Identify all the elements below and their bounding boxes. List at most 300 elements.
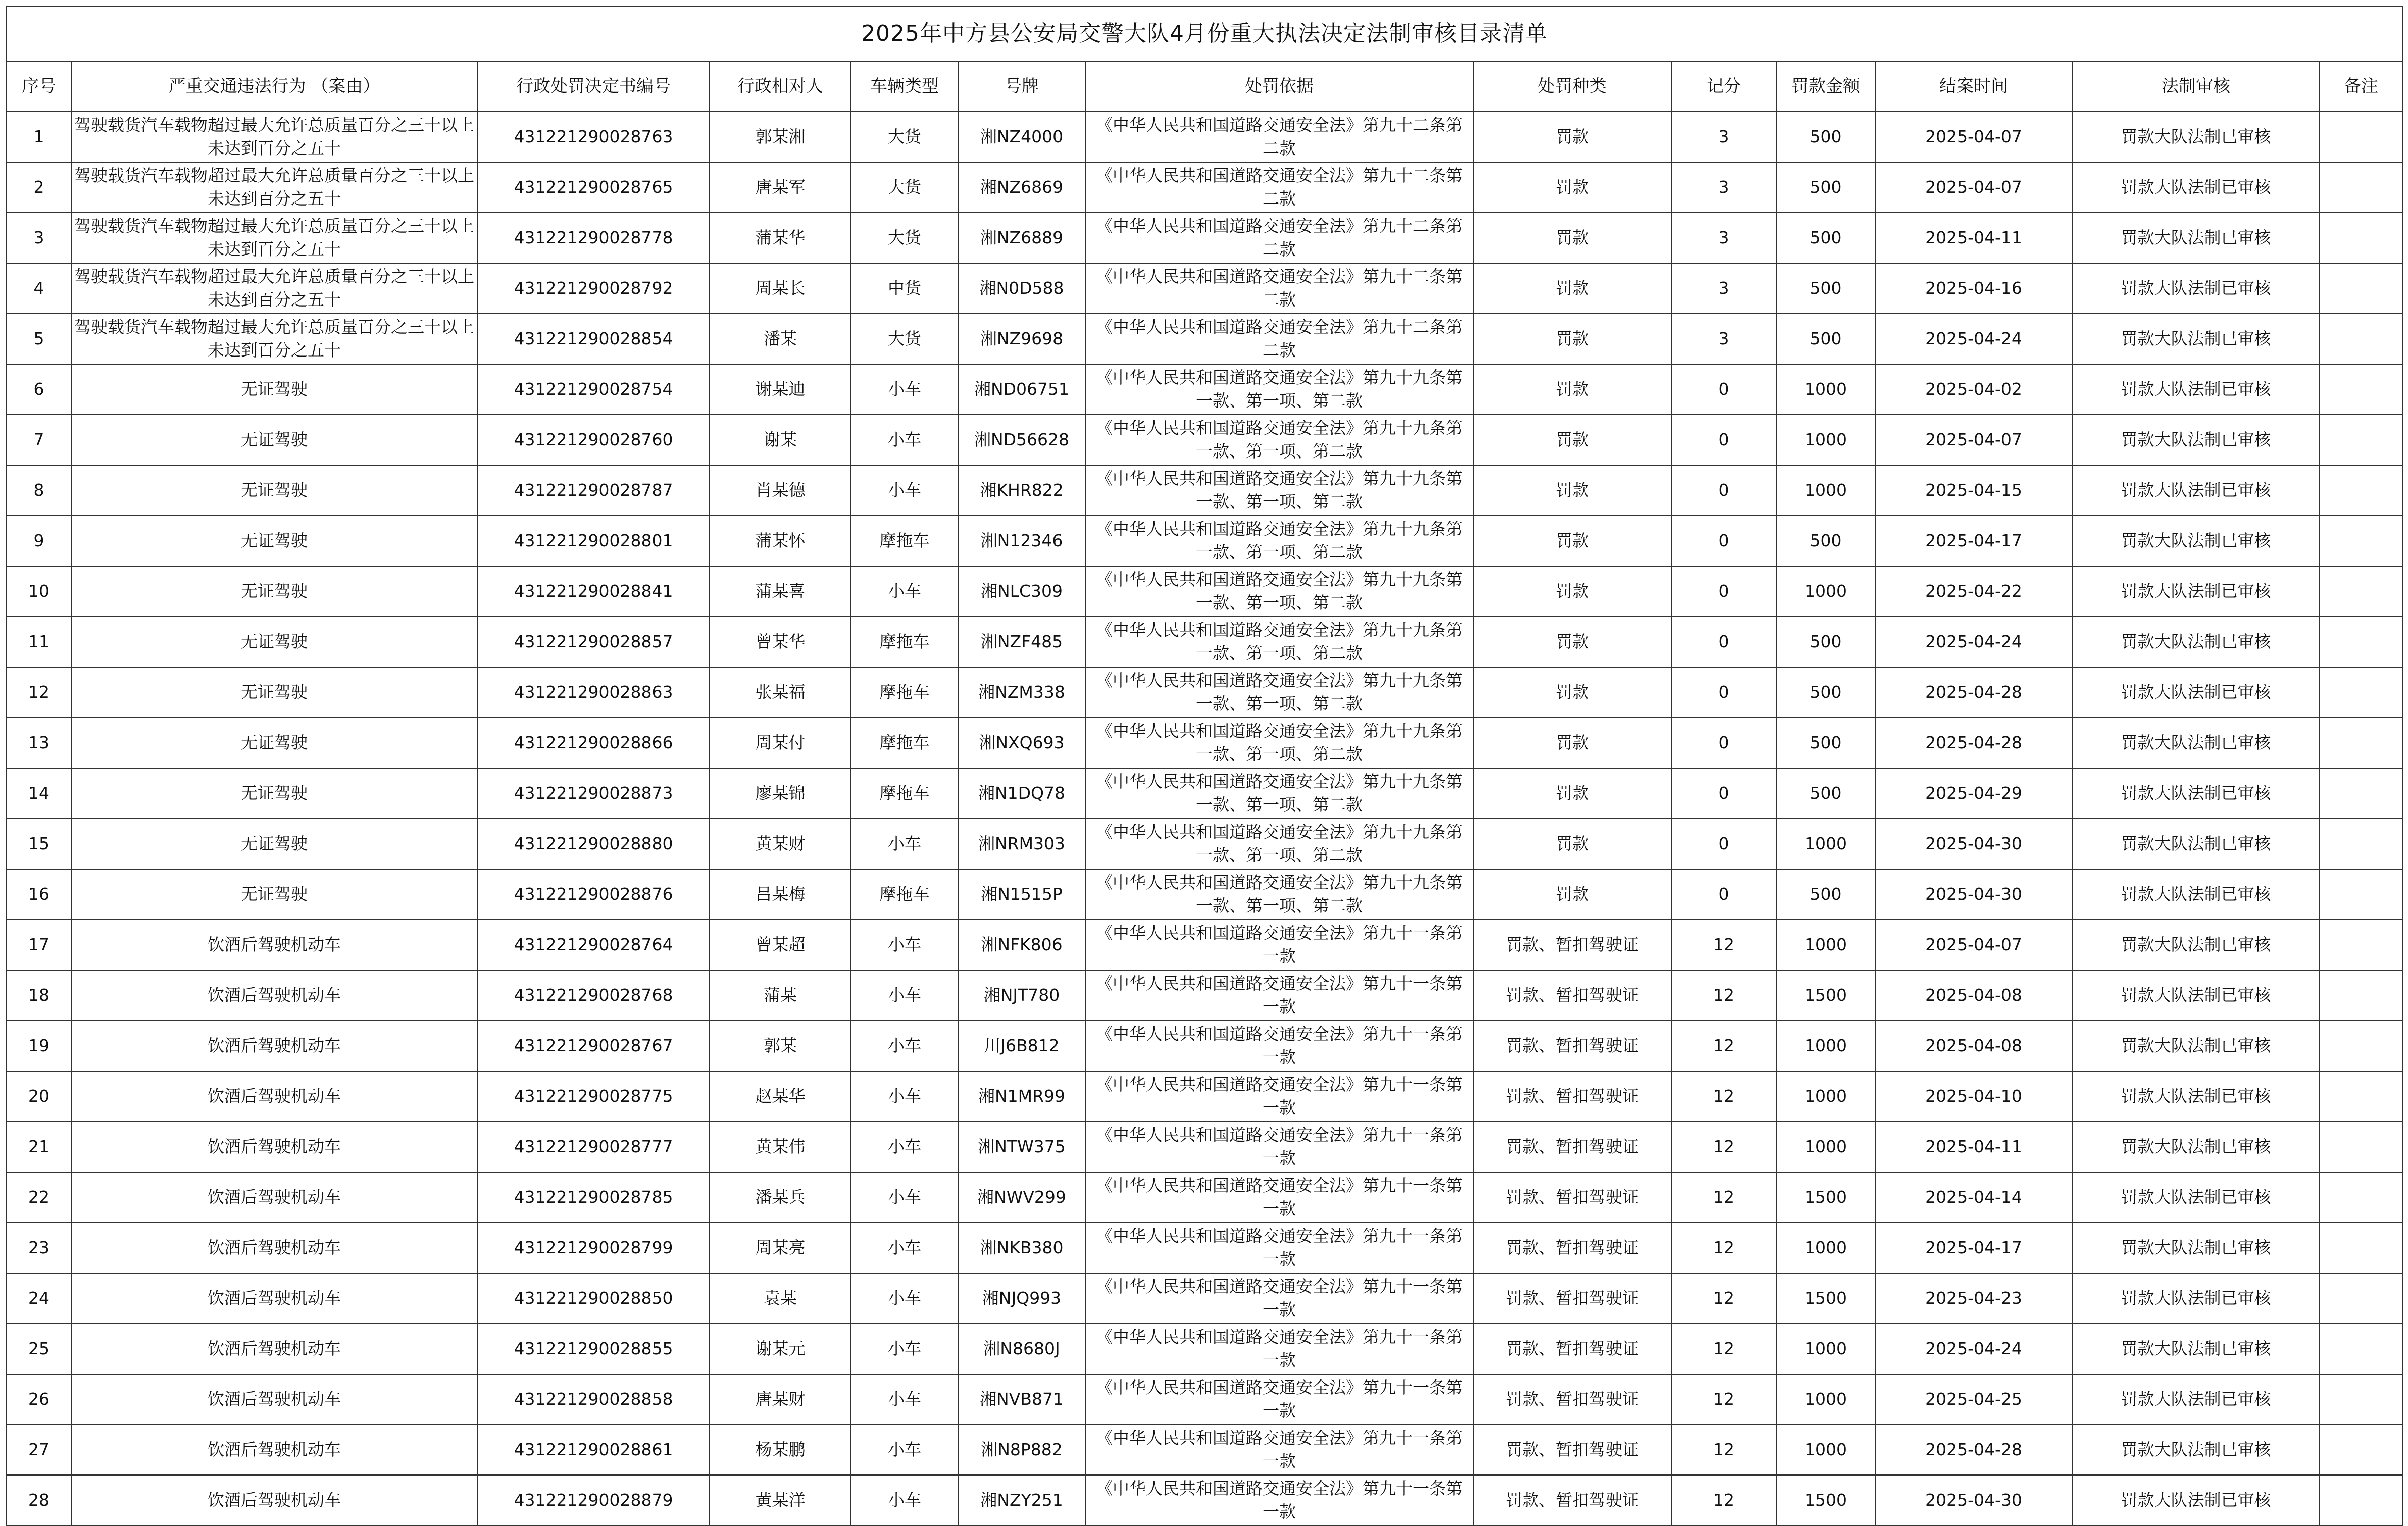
close-date-cell: 2025-04-07 — [1875, 112, 2072, 162]
vehicle-type-cell: 中货 — [851, 263, 958, 314]
seq-cell: 3 — [7, 213, 71, 263]
party-cell: 谢某元 — [710, 1324, 851, 1374]
points-cell: 12 — [1671, 1122, 1776, 1172]
basis-cell: 《中华人民共和国道路交通安全法》第九十一条第一款 — [1085, 1324, 1473, 1374]
plate-cell: 湘NTW375 — [958, 1122, 1085, 1172]
table-row — [7, 1475, 2402, 1525]
seq-cell: 7 — [7, 415, 71, 465]
vehicle-type-cell: 小车 — [851, 1475, 958, 1525]
review-cell: 罚款大队法制已审核 — [2072, 1071, 2320, 1122]
close-date-cell: 2025-04-22 — [1875, 566, 2072, 617]
basis-cell: 《中华人民共和国道路交通安全法》第九十一条第一款 — [1085, 1021, 1473, 1071]
penalty-type-cell: 罚款 — [1473, 465, 1671, 516]
points-cell: 3 — [1671, 213, 1776, 263]
seq-cell: 19 — [7, 1021, 71, 1071]
decision-no-cell: 431221290028787 — [477, 465, 710, 516]
vehicle-type-cell: 小车 — [851, 1324, 958, 1374]
seq-cell: 4 — [7, 263, 71, 314]
violation-cell: 驾驶载货汽车载物超过最大允许总质量百分之三十以上未达到百分之五十 — [71, 112, 477, 162]
fine-cell: 1500 — [1776, 1273, 1875, 1324]
fine-cell: 1000 — [1776, 1425, 1875, 1475]
points-cell: 12 — [1671, 970, 1776, 1021]
party-cell: 唐某军 — [710, 162, 851, 213]
basis-cell: 《中华人民共和国道路交通安全法》第九十一条第一款 — [1085, 1374, 1473, 1425]
review-cell: 罚款大队法制已审核 — [2072, 1223, 2320, 1273]
seq-cell: 22 — [7, 1172, 71, 1223]
close-date-cell: 2025-04-28 — [1875, 667, 2072, 718]
plate-cell: 湘NLC309 — [958, 566, 1085, 617]
seq-cell: 12 — [7, 667, 71, 718]
plate-cell: 湘NZM338 — [958, 667, 1085, 718]
header-penalty-type: 处罚种类 — [1473, 61, 1671, 112]
remark-cell — [2320, 718, 2402, 768]
party-cell: 周某亮 — [710, 1223, 851, 1273]
violation-cell: 饮酒后驾驶机动车 — [71, 1071, 477, 1122]
party-cell: 廖某锦 — [710, 768, 851, 819]
party-cell: 周某付 — [710, 718, 851, 768]
review-cell: 罚款大队法制已审核 — [2072, 112, 2320, 162]
fine-cell: 500 — [1776, 869, 1875, 920]
decision-no-cell: 431221290028850 — [477, 1273, 710, 1324]
fine-cell: 1000 — [1776, 1122, 1875, 1172]
close-date-cell: 2025-04-30 — [1875, 819, 2072, 869]
fine-cell: 1000 — [1776, 1071, 1875, 1122]
table-row — [7, 364, 2402, 415]
seq-cell: 14 — [7, 768, 71, 819]
review-cell: 罚款大队法制已审核 — [2072, 1425, 2320, 1475]
decision-no-cell: 431221290028775 — [477, 1071, 710, 1122]
remark-cell — [2320, 213, 2402, 263]
table-row — [7, 1223, 2402, 1273]
vehicle-type-cell: 小车 — [851, 920, 958, 970]
violation-cell: 饮酒后驾驶机动车 — [71, 920, 477, 970]
close-date-cell: 2025-04-08 — [1875, 1021, 2072, 1071]
penalty-type-cell: 罚款、暂扣驾驶证 — [1473, 1374, 1671, 1425]
points-cell: 12 — [1671, 1374, 1776, 1425]
violation-cell: 驾驶载货汽车载物超过最大允许总质量百分之三十以上未达到百分之五十 — [71, 162, 477, 213]
points-cell: 0 — [1671, 768, 1776, 819]
penalty-type-cell: 罚款、暂扣驾驶证 — [1473, 1223, 1671, 1273]
points-cell: 0 — [1671, 667, 1776, 718]
seq-cell: 2 — [7, 162, 71, 213]
violation-cell: 无证驾驶 — [71, 566, 477, 617]
plate-cell: 湘N1DQ78 — [958, 768, 1085, 819]
violation-cell: 无证驾驶 — [71, 415, 477, 465]
fine-cell: 1500 — [1776, 1475, 1875, 1525]
remark-cell — [2320, 1374, 2402, 1425]
review-cell: 罚款大队法制已审核 — [2072, 1122, 2320, 1172]
remark-cell — [2320, 263, 2402, 314]
plate-cell: 湘NXQ693 — [958, 718, 1085, 768]
basis-cell: 《中华人民共和国道路交通安全法》第九十九条第一款、第一项、第二款 — [1085, 566, 1473, 617]
vehicle-type-cell: 大货 — [851, 112, 958, 162]
review-cell: 罚款大队法制已审核 — [2072, 1172, 2320, 1223]
basis-cell: 《中华人民共和国道路交通安全法》第九十九条第一款、第一项、第二款 — [1085, 718, 1473, 768]
points-cell: 12 — [1671, 1475, 1776, 1525]
penalty-type-cell: 罚款 — [1473, 263, 1671, 314]
decision-no-cell: 431221290028799 — [477, 1223, 710, 1273]
review-cell: 罚款大队法制已审核 — [2072, 768, 2320, 819]
violation-cell: 驾驶载货汽车载物超过最大允许总质量百分之三十以上未达到百分之五十 — [71, 314, 477, 364]
fine-cell: 1000 — [1776, 920, 1875, 970]
violation-cell: 饮酒后驾驶机动车 — [71, 1223, 477, 1273]
table-row — [7, 667, 2402, 718]
penalty-type-cell: 罚款 — [1473, 516, 1671, 566]
basis-cell: 《中华人民共和国道路交通安全法》第九十九条第一款、第一项、第二款 — [1085, 819, 1473, 869]
table-row — [7, 920, 2402, 970]
decision-no-cell: 431221290028763 — [477, 112, 710, 162]
remark-cell — [2320, 364, 2402, 415]
close-date-cell: 2025-04-16 — [1875, 263, 2072, 314]
close-date-cell: 2025-04-07 — [1875, 920, 2072, 970]
fine-cell: 500 — [1776, 213, 1875, 263]
remark-cell — [2320, 1172, 2402, 1223]
penalty-type-cell: 罚款 — [1473, 314, 1671, 364]
decision-no-cell: 431221290028792 — [477, 263, 710, 314]
seq-cell: 25 — [7, 1324, 71, 1374]
points-cell: 0 — [1671, 718, 1776, 768]
vehicle-type-cell: 摩拖车 — [851, 718, 958, 768]
seq-cell: 8 — [7, 465, 71, 516]
table-row — [7, 970, 2402, 1021]
violation-cell: 饮酒后驾驶机动车 — [71, 1324, 477, 1374]
remark-cell — [2320, 415, 2402, 465]
basis-cell: 《中华人民共和国道路交通安全法》第九十一条第一款 — [1085, 970, 1473, 1021]
decision-no-cell: 431221290028767 — [477, 1021, 710, 1071]
decision-no-cell: 431221290028880 — [477, 819, 710, 869]
penalty-type-cell: 罚款 — [1473, 566, 1671, 617]
violation-cell: 饮酒后驾驶机动车 — [71, 1425, 477, 1475]
table-row — [7, 213, 2402, 263]
basis-cell: 《中华人民共和国道路交通安全法》第九十二条第二款 — [1085, 112, 1473, 162]
seq-cell: 23 — [7, 1223, 71, 1273]
penalty-type-cell: 罚款 — [1473, 415, 1671, 465]
fine-cell: 1000 — [1776, 566, 1875, 617]
review-list-sheet — [6, 6, 2402, 1526]
seq-cell: 27 — [7, 1425, 71, 1475]
header-remark: 备注 — [2320, 61, 2402, 112]
basis-cell: 《中华人民共和国道路交通安全法》第九十一条第一款 — [1085, 1223, 1473, 1273]
points-cell: 0 — [1671, 465, 1776, 516]
fine-cell: 1000 — [1776, 1021, 1875, 1071]
violation-cell: 驾驶载货汽车载物超过最大允许总质量百分之三十以上未达到百分之五十 — [71, 263, 477, 314]
decision-no-cell: 431221290028768 — [477, 970, 710, 1021]
vehicle-type-cell: 小车 — [851, 364, 958, 415]
review-cell: 罚款大队法制已审核 — [2072, 465, 2320, 516]
vehicle-type-cell: 小车 — [851, 819, 958, 869]
vehicle-type-cell: 大货 — [851, 162, 958, 213]
remark-cell — [2320, 516, 2402, 566]
review-cell: 罚款大队法制已审核 — [2072, 566, 2320, 617]
penalty-type-cell: 罚款、暂扣驾驶证 — [1473, 1122, 1671, 1172]
review-cell: 罚款大队法制已审核 — [2072, 718, 2320, 768]
plate-cell: 川J6B812 — [958, 1021, 1085, 1071]
penalty-type-cell: 罚款、暂扣驾驶证 — [1473, 1071, 1671, 1122]
plate-cell: 湘NZ6869 — [958, 162, 1085, 213]
seq-cell: 20 — [7, 1071, 71, 1122]
party-cell: 曾某华 — [710, 617, 851, 667]
fine-cell: 500 — [1776, 768, 1875, 819]
points-cell: 0 — [1671, 415, 1776, 465]
plate-cell: 湘N8680J — [958, 1324, 1085, 1374]
plate-cell: 湘NZ9698 — [958, 314, 1085, 364]
table-row — [7, 465, 2402, 516]
close-date-cell: 2025-04-15 — [1875, 465, 2072, 516]
plate-cell: 湘KHR822 — [958, 465, 1085, 516]
close-date-cell: 2025-04-07 — [1875, 162, 2072, 213]
plate-cell: 湘NZY251 — [958, 1475, 1085, 1525]
points-cell: 12 — [1671, 1021, 1776, 1071]
violation-cell: 无证驾驶 — [71, 667, 477, 718]
review-cell: 罚款大队法制已审核 — [2072, 970, 2320, 1021]
basis-cell: 《中华人民共和国道路交通安全法》第九十一条第一款 — [1085, 1172, 1473, 1223]
close-date-cell: 2025-04-14 — [1875, 1172, 2072, 1223]
vehicle-type-cell: 小车 — [851, 970, 958, 1021]
review-cell: 罚款大队法制已审核 — [2072, 920, 2320, 970]
party-cell: 吕某梅 — [710, 869, 851, 920]
seq-cell: 6 — [7, 364, 71, 415]
decision-no-cell: 431221290028855 — [477, 1324, 710, 1374]
title-row — [7, 7, 2402, 61]
table-row — [7, 162, 2402, 213]
remark-cell — [2320, 1021, 2402, 1071]
seq-cell: 21 — [7, 1122, 71, 1172]
close-date-cell: 2025-04-30 — [1875, 1475, 2072, 1525]
close-date-cell: 2025-04-25 — [1875, 1374, 2072, 1425]
table-row — [7, 1172, 2402, 1223]
decision-no-cell: 431221290028785 — [477, 1172, 710, 1223]
vehicle-type-cell: 小车 — [851, 1021, 958, 1071]
points-cell: 12 — [1671, 1273, 1776, 1324]
seq-cell: 26 — [7, 1374, 71, 1425]
party-cell: 曾某超 — [710, 920, 851, 970]
seq-cell: 11 — [7, 617, 71, 667]
points-cell: 3 — [1671, 112, 1776, 162]
decision-no-cell: 431221290028854 — [477, 314, 710, 364]
points-cell: 12 — [1671, 1071, 1776, 1122]
table-row — [7, 1425, 2402, 1475]
party-cell: 潘某 — [710, 314, 851, 364]
plate-cell: 湘NRM303 — [958, 819, 1085, 869]
fine-cell: 1000 — [1776, 364, 1875, 415]
penalty-type-cell: 罚款、暂扣驾驶证 — [1473, 1172, 1671, 1223]
vehicle-type-cell: 摩拖车 — [851, 667, 958, 718]
basis-cell: 《中华人民共和国道路交通安全法》第九十一条第一款 — [1085, 1071, 1473, 1122]
basis-cell: 《中华人民共和国道路交通安全法》第九十九条第一款、第一项、第二款 — [1085, 768, 1473, 819]
close-date-cell: 2025-04-10 — [1875, 1071, 2072, 1122]
violation-cell: 饮酒后驾驶机动车 — [71, 1273, 477, 1324]
review-cell: 罚款大队法制已审核 — [2072, 667, 2320, 718]
plate-cell: 湘N0D588 — [958, 263, 1085, 314]
party-cell: 潘某兵 — [710, 1172, 851, 1223]
basis-cell: 《中华人民共和国道路交通安全法》第九十一条第一款 — [1085, 920, 1473, 970]
remark-cell — [2320, 920, 2402, 970]
fine-cell: 500 — [1776, 162, 1875, 213]
page-title: 2025年中方县公安局交警大队4月份重大执法决定法制审核目录清单 — [7, 7, 2402, 61]
vehicle-type-cell: 大货 — [851, 213, 958, 263]
points-cell: 0 — [1671, 869, 1776, 920]
seq-cell: 24 — [7, 1273, 71, 1324]
fine-cell: 1500 — [1776, 1172, 1875, 1223]
penalty-type-cell: 罚款、暂扣驾驶证 — [1473, 970, 1671, 1021]
penalty-type-cell: 罚款 — [1473, 869, 1671, 920]
party-cell: 蒲某怀 — [710, 516, 851, 566]
close-date-cell: 2025-04-24 — [1875, 314, 2072, 364]
points-cell: 3 — [1671, 314, 1776, 364]
remark-cell — [2320, 1071, 2402, 1122]
vehicle-type-cell: 摩拖车 — [851, 516, 958, 566]
seq-cell: 15 — [7, 819, 71, 869]
violation-cell: 饮酒后驾驶机动车 — [71, 1374, 477, 1425]
review-cell: 罚款大队法制已审核 — [2072, 162, 2320, 213]
basis-cell: 《中华人民共和国道路交通安全法》第九十一条第一款 — [1085, 1475, 1473, 1525]
remark-cell — [2320, 869, 2402, 920]
plate-cell: 湘NZ6889 — [958, 213, 1085, 263]
basis-cell: 《中华人民共和国道路交通安全法》第九十九条第一款、第一项、第二款 — [1085, 869, 1473, 920]
remark-cell — [2320, 1273, 2402, 1324]
remark-cell — [2320, 617, 2402, 667]
vehicle-type-cell: 小车 — [851, 1172, 958, 1223]
party-cell: 肖某德 — [710, 465, 851, 516]
violation-cell: 无证驾驶 — [71, 364, 477, 415]
fine-cell: 500 — [1776, 667, 1875, 718]
party-cell: 杨某鹏 — [710, 1425, 851, 1475]
fine-cell: 500 — [1776, 112, 1875, 162]
plate-cell: 湘N1MR99 — [958, 1071, 1085, 1122]
fine-cell: 1000 — [1776, 1324, 1875, 1374]
penalty-type-cell: 罚款 — [1473, 213, 1671, 263]
decision-no-cell: 431221290028801 — [477, 516, 710, 566]
basis-cell: 《中华人民共和国道路交通安全法》第九十二条第二款 — [1085, 263, 1473, 314]
review-cell: 罚款大队法制已审核 — [2072, 819, 2320, 869]
vehicle-type-cell: 摩拖车 — [851, 617, 958, 667]
plate-cell: 湘NVB871 — [958, 1374, 1085, 1425]
review-cell: 罚款大队法制已审核 — [2072, 1374, 2320, 1425]
points-cell: 12 — [1671, 1324, 1776, 1374]
seq-cell: 5 — [7, 314, 71, 364]
basis-cell: 《中华人民共和国道路交通安全法》第九十一条第一款 — [1085, 1122, 1473, 1172]
table-row — [7, 869, 2402, 920]
header-points: 记分 — [1671, 61, 1776, 112]
seq-cell: 1 — [7, 112, 71, 162]
table-row — [7, 1071, 2402, 1122]
violation-cell: 饮酒后驾驶机动车 — [71, 1021, 477, 1071]
plate-cell: 湘NZ4000 — [958, 112, 1085, 162]
penalty-type-cell: 罚款 — [1473, 667, 1671, 718]
penalty-type-cell: 罚款 — [1473, 768, 1671, 819]
violation-cell: 饮酒后驾驶机动车 — [71, 1122, 477, 1172]
violation-cell: 无证驾驶 — [71, 869, 477, 920]
remark-cell — [2320, 1324, 2402, 1374]
violation-cell: 无证驾驶 — [71, 465, 477, 516]
remark-cell — [2320, 970, 2402, 1021]
violation-cell: 无证驾驶 — [71, 516, 477, 566]
review-cell: 罚款大队法制已审核 — [2072, 1475, 2320, 1525]
remark-cell — [2320, 1122, 2402, 1172]
basis-cell: 《中华人民共和国道路交通安全法》第九十二条第二款 — [1085, 213, 1473, 263]
fine-cell: 500 — [1776, 314, 1875, 364]
plate-cell: 湘NWV299 — [958, 1172, 1085, 1223]
header-seq: 序号 — [7, 61, 71, 112]
remark-cell — [2320, 465, 2402, 516]
violation-cell: 无证驾驶 — [71, 819, 477, 869]
table-row — [7, 516, 2402, 566]
table-body — [7, 112, 2402, 1525]
review-cell: 罚款大队法制已审核 — [2072, 617, 2320, 667]
remark-cell — [2320, 1425, 2402, 1475]
close-date-cell: 2025-04-17 — [1875, 1223, 2072, 1273]
points-cell: 0 — [1671, 819, 1776, 869]
decision-no-cell: 431221290028778 — [477, 213, 710, 263]
remark-cell — [2320, 1223, 2402, 1273]
plate-cell: 湘ND56628 — [958, 415, 1085, 465]
remark-cell — [2320, 819, 2402, 869]
close-date-cell: 2025-04-17 — [1875, 516, 2072, 566]
points-cell: 12 — [1671, 1223, 1776, 1273]
header-review: 法制审核 — [2072, 61, 2320, 112]
fine-cell: 1500 — [1776, 970, 1875, 1021]
table-row — [7, 819, 2402, 869]
basis-cell: 《中华人民共和国道路交通安全法》第九十九条第一款、第一项、第二款 — [1085, 617, 1473, 667]
table-row — [7, 415, 2402, 465]
header-decision-no: 行政处罚决定书编号 — [477, 61, 710, 112]
review-cell: 罚款大队法制已审核 — [2072, 415, 2320, 465]
decision-no-cell: 431221290028866 — [477, 718, 710, 768]
party-cell: 黄某伟 — [710, 1122, 851, 1172]
basis-cell: 《中华人民共和国道路交通安全法》第九十九条第一款、第一项、第二款 — [1085, 667, 1473, 718]
header-basis: 处罚依据 — [1085, 61, 1473, 112]
close-date-cell: 2025-04-29 — [1875, 768, 2072, 819]
party-cell: 赵某华 — [710, 1071, 851, 1122]
penalty-type-cell: 罚款、暂扣驾驶证 — [1473, 1273, 1671, 1324]
violation-cell: 无证驾驶 — [71, 617, 477, 667]
decision-no-cell: 431221290028863 — [477, 667, 710, 718]
fine-cell: 500 — [1776, 263, 1875, 314]
penalty-type-cell: 罚款 — [1473, 162, 1671, 213]
table-row — [7, 314, 2402, 364]
vehicle-type-cell: 摩拖车 — [851, 869, 958, 920]
party-cell: 谢某 — [710, 415, 851, 465]
close-date-cell: 2025-04-11 — [1875, 213, 2072, 263]
party-cell: 郭某湘 — [710, 112, 851, 162]
review-cell: 罚款大队法制已审核 — [2072, 213, 2320, 263]
review-cell: 罚款大队法制已审核 — [2072, 1021, 2320, 1071]
basis-cell: 《中华人民共和国道路交通安全法》第九十九条第一款、第一项、第二款 — [1085, 364, 1473, 415]
points-cell: 0 — [1671, 617, 1776, 667]
points-cell: 12 — [1671, 1425, 1776, 1475]
review-cell: 罚款大队法制已审核 — [2072, 314, 2320, 364]
party-cell: 唐某财 — [710, 1374, 851, 1425]
review-list-table — [6, 6, 2403, 1526]
fine-cell: 500 — [1776, 718, 1875, 768]
decision-no-cell: 431221290028765 — [477, 162, 710, 213]
violation-cell: 无证驾驶 — [71, 768, 477, 819]
close-date-cell: 2025-04-07 — [1875, 415, 2072, 465]
seq-cell: 18 — [7, 970, 71, 1021]
penalty-type-cell: 罚款、暂扣驾驶证 — [1473, 1324, 1671, 1374]
party-cell: 蒲某喜 — [710, 566, 851, 617]
close-date-cell: 2025-04-23 — [1875, 1273, 2072, 1324]
penalty-type-cell: 罚款 — [1473, 364, 1671, 415]
plate-cell: 湘NFK806 — [958, 920, 1085, 970]
decision-no-cell: 431221290028777 — [477, 1122, 710, 1172]
plate-cell: 湘NZF485 — [958, 617, 1085, 667]
decision-no-cell: 431221290028879 — [477, 1475, 710, 1525]
fine-cell: 1000 — [1776, 415, 1875, 465]
header-fine: 罚款金额 — [1776, 61, 1875, 112]
basis-cell: 《中华人民共和国道路交通安全法》第九十九条第一款、第一项、第二款 — [1085, 415, 1473, 465]
penalty-type-cell: 罚款 — [1473, 718, 1671, 768]
